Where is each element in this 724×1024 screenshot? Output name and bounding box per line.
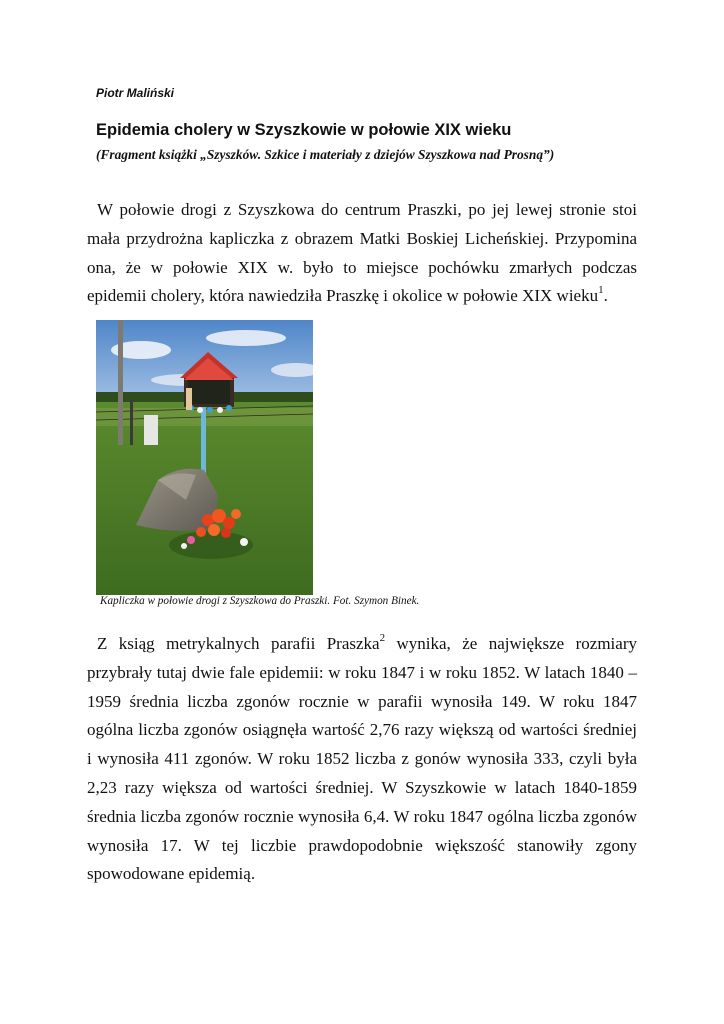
- paragraph-records-lead: Z ksiąg metrykalnych parafii Praszka: [97, 634, 380, 653]
- paragraph-intro: [87, 196, 637, 311]
- article-title: Epidemia cholery w Szyszkowie w połowie XIX wieku: [96, 121, 512, 139]
- photo-caption: Kapliczka w połowie drogi z Szyszkowa do Praszki. Fot. Szymon Binek.: [100, 595, 420, 607]
- paragraph-records-text: wynika, że największe rozmiary przybrały tutaj dwie fale epidemii: w roku 1847 i w roku 1852. W latach 1840 – 1959 średnia liczba zgonów rocznie w parafii wynosiła 149. W roku 1847 ogólna liczba zgonów osiągnęła wartość 2,76 razy większą od wartości średniej i wynosiła 411 zgonów. W roku 1852 liczba z gonów wynosiła 333, czyli była 2,23 razy większa od wartości średniej. W Szyszkowie w latach 1840-1859 średnia liczba zgonów rocznie wynosiła 6,4. W roku 1847 ogólna liczba zgonów wynosiła 17. W tej liczbie prawdopodobnie większość stanowiły zgony spowodowane epidemią.: [87, 634, 637, 884]
- author-name: Piotr Maliński: [96, 86, 175, 100]
- footnote-ref-2[interactable]: 2: [379, 632, 386, 644]
- shrine-photo: [96, 320, 313, 595]
- article-subtitle: (Fragment książki „Szyszków. Szkice i materiały z dziejów Szyszkowa nad Prosną”): [96, 147, 555, 162]
- paragraph-intro-text: W połowie drogi z Szyszkowa do centrum Praszki, po jej lewej stronie stoi mała przydrożna kapliczka z obrazem Matki Boskiej Licheńskiej. Przypomina ona, że w połowie XIX w. było to miejsce pochówku zmarłych podczas epidemii cholery, która nawiedziła Praszkę i okolice w połowie XIX wieku: [87, 200, 637, 306]
- footnote-ref-1[interactable]: 1: [598, 284, 604, 297]
- paragraph-intro-tail: .: [603, 286, 608, 306]
- paragraph-records: [87, 630, 637, 889]
